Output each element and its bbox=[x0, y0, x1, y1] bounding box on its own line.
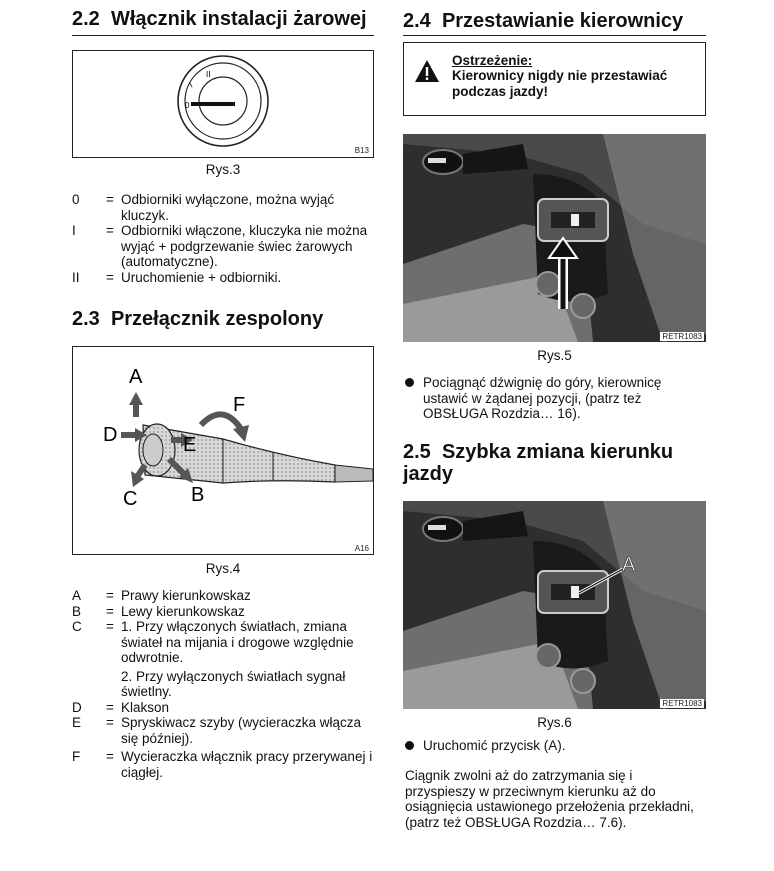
bullet-item bbox=[405, 738, 705, 754]
figure-code: B13 bbox=[354, 146, 369, 155]
photo-rys6 bbox=[403, 501, 706, 709]
dial-mark-1: I bbox=[187, 80, 195, 90]
warning-text: Kierownicy nigdy nie przestawiać podczas jazdy! bbox=[452, 68, 668, 99]
label-d: D bbox=[103, 424, 118, 446]
label-a: A bbox=[129, 366, 143, 388]
label-e: E bbox=[183, 434, 197, 456]
figure-rys4 bbox=[72, 346, 374, 555]
list-item: E = Spryskiwacz szyby (wycieraczka włącza się później). bbox=[72, 715, 362, 746]
section-number: 2.2 bbox=[72, 8, 100, 30]
figure-code: RETR1083 bbox=[662, 699, 702, 708]
warning-icon bbox=[414, 59, 440, 83]
caption-rys4: Rys.4 bbox=[205, 561, 241, 576]
list-item: F = Wycieraczka włącznik pracy przerywanej i ciągłej. bbox=[72, 749, 373, 780]
label-c: C bbox=[123, 488, 138, 510]
bullet-icon bbox=[405, 378, 414, 387]
photo-rys5 bbox=[403, 134, 706, 342]
figure-code: A16 bbox=[354, 544, 369, 553]
label-f: F bbox=[233, 394, 246, 416]
section-2-5-heading bbox=[403, 441, 713, 485]
combination-switch-drawing bbox=[73, 347, 373, 554]
list-item: II = Uruchomienie + odbiorniki. bbox=[72, 269, 282, 285]
dial-mark-0: 0 bbox=[185, 101, 190, 110]
list-item: C = 1. Przy włączonych światłach, zmiana świateł na mijania i drogowe względnie odwrotnie. bbox=[72, 619, 354, 665]
figure-rys3 bbox=[72, 50, 374, 158]
bullet-item bbox=[405, 375, 705, 422]
section-title: Włącznik instalacji żarowej bbox=[110, 8, 367, 30]
section-title-line2: jazdy bbox=[403, 463, 454, 485]
heading-rule bbox=[72, 35, 374, 36]
list-item: B = Lewy kierunkowskaz bbox=[72, 603, 245, 619]
bullet-text: Pociągnąć dźwignię do góry, kierownicę ustawić w żądanej pozycji, (patrz też OBSŁUGA Rozdzia… 16). bbox=[423, 375, 662, 421]
section-number: 2.4 bbox=[403, 10, 431, 32]
photo-label-a: A bbox=[622, 554, 636, 576]
section-title: Przełącznik zespolony bbox=[110, 308, 324, 330]
ignition-switch-drawing bbox=[73, 51, 373, 157]
section-number: 2.3 bbox=[72, 308, 100, 330]
warning-box bbox=[403, 42, 706, 116]
bullet-text: Uruchomić przycisk (A). bbox=[423, 738, 566, 753]
list-item: D = Klakson bbox=[72, 699, 170, 715]
section-number: 2.5 bbox=[403, 441, 431, 463]
list-item: 0 = Odbiorniki wyłączone, można wyjąć kluczyk. bbox=[72, 192, 335, 223]
label-b: B bbox=[191, 484, 205, 506]
figure-code: RETR1083 bbox=[662, 332, 702, 341]
section-2-2-heading bbox=[72, 8, 367, 30]
heading-rule bbox=[403, 35, 706, 36]
section-2-3-heading bbox=[72, 308, 323, 330]
section-title: Przestawianie kierownicy bbox=[441, 10, 684, 32]
caption-rys6: Rys.6 bbox=[537, 715, 572, 730]
steering-column-photo bbox=[403, 134, 706, 342]
body-paragraph: Ciągnik zwolni aż do zatrzymania się i przyspieszy w przeciwnym kierunku aż do osiągnięcia ustawionego przełożenia przekładni, (patrz też OBSŁUGA Rozdzia… 7.6). bbox=[405, 768, 694, 830]
legend-list-2-3 bbox=[72, 588, 377, 780]
caption-rys3: Rys.3 bbox=[205, 162, 241, 177]
dial-mark-2: II bbox=[206, 70, 211, 79]
bullet-icon bbox=[405, 741, 414, 750]
section-title-line1: Szybka zmiana kierunku bbox=[441, 441, 674, 463]
caption-rys5: Rys.5 bbox=[537, 348, 572, 363]
list-item: 2. Przy wyłączonych światłach sygnał świetlny. bbox=[121, 668, 346, 699]
legend-list-2-2 bbox=[72, 192, 377, 285]
list-item: A = Prawy kierunkowskaz bbox=[72, 588, 251, 603]
steering-column-photo bbox=[403, 501, 706, 709]
list-item: I = Odbiorniki włączone, kluczyka nie można wyjąć + podgrzewanie świec żarowych (automatyczne). bbox=[72, 223, 368, 269]
warning-title: Ostrzeżenie: bbox=[452, 53, 533, 68]
section-2-4-heading bbox=[403, 10, 683, 32]
